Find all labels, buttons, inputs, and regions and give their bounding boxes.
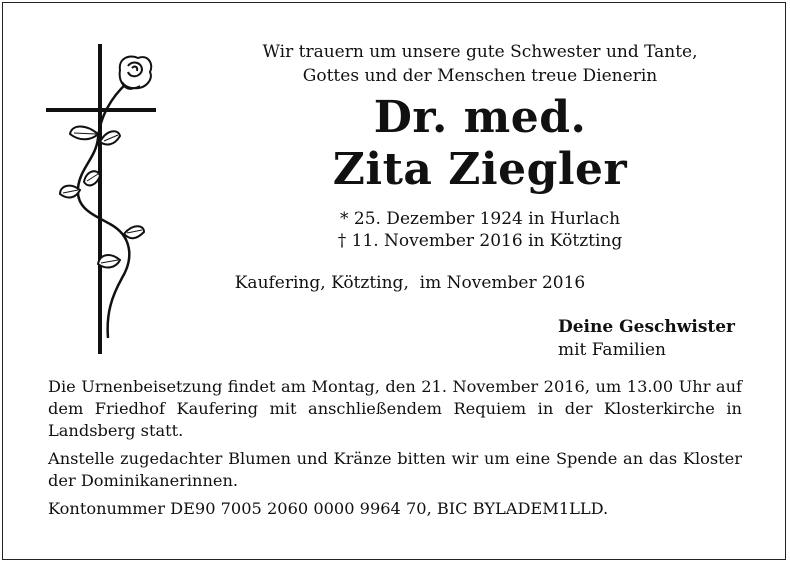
intro-line-1: Wir trauern um unsere gute Schwester und Tante, <box>262 42 698 62</box>
account-paragraph: Kontonummer DE90 7005 2060 0000 9964 70, BIC BYLADEM1LLD. <box>48 499 609 518</box>
signature-line-2: mit Familien <box>558 340 667 360</box>
cross-with-rose-icon <box>40 38 170 358</box>
place-and-date: Kaufering, Kötzting, im November 2016 <box>234 273 586 293</box>
signature-block <box>558 316 758 362</box>
name-title: Dr. med. <box>373 92 587 143</box>
deceased-name <box>250 92 710 196</box>
death-date: † 11. November 2016 in Kötzting <box>337 231 623 251</box>
name-full: Zita Ziegler <box>332 144 628 195</box>
funeral-paragraph: Die Urnenbeisetzung findet am Montag, den 21. November 2016, um 13.00 Uhr auf dem Friedhof Kaufering mit anschließendem Requiem in der Klosterkirche in Landsberg statt. <box>48 377 742 440</box>
donation-paragraph: Anstelle zugedachter Blumen und Kränze bitten wir um eine Spende an das Kloster der Dominikanerinnen. <box>48 449 742 490</box>
life-dates <box>250 208 710 252</box>
birth-date: * 25. Dezember 1924 in Hurlach <box>339 209 621 229</box>
intro-line-2: Gottes und der Menschen treue Dienerin <box>302 66 658 86</box>
intro-text <box>200 40 760 88</box>
signature-line-1: Deine Geschwister <box>558 317 736 337</box>
notice-body <box>48 376 742 526</box>
